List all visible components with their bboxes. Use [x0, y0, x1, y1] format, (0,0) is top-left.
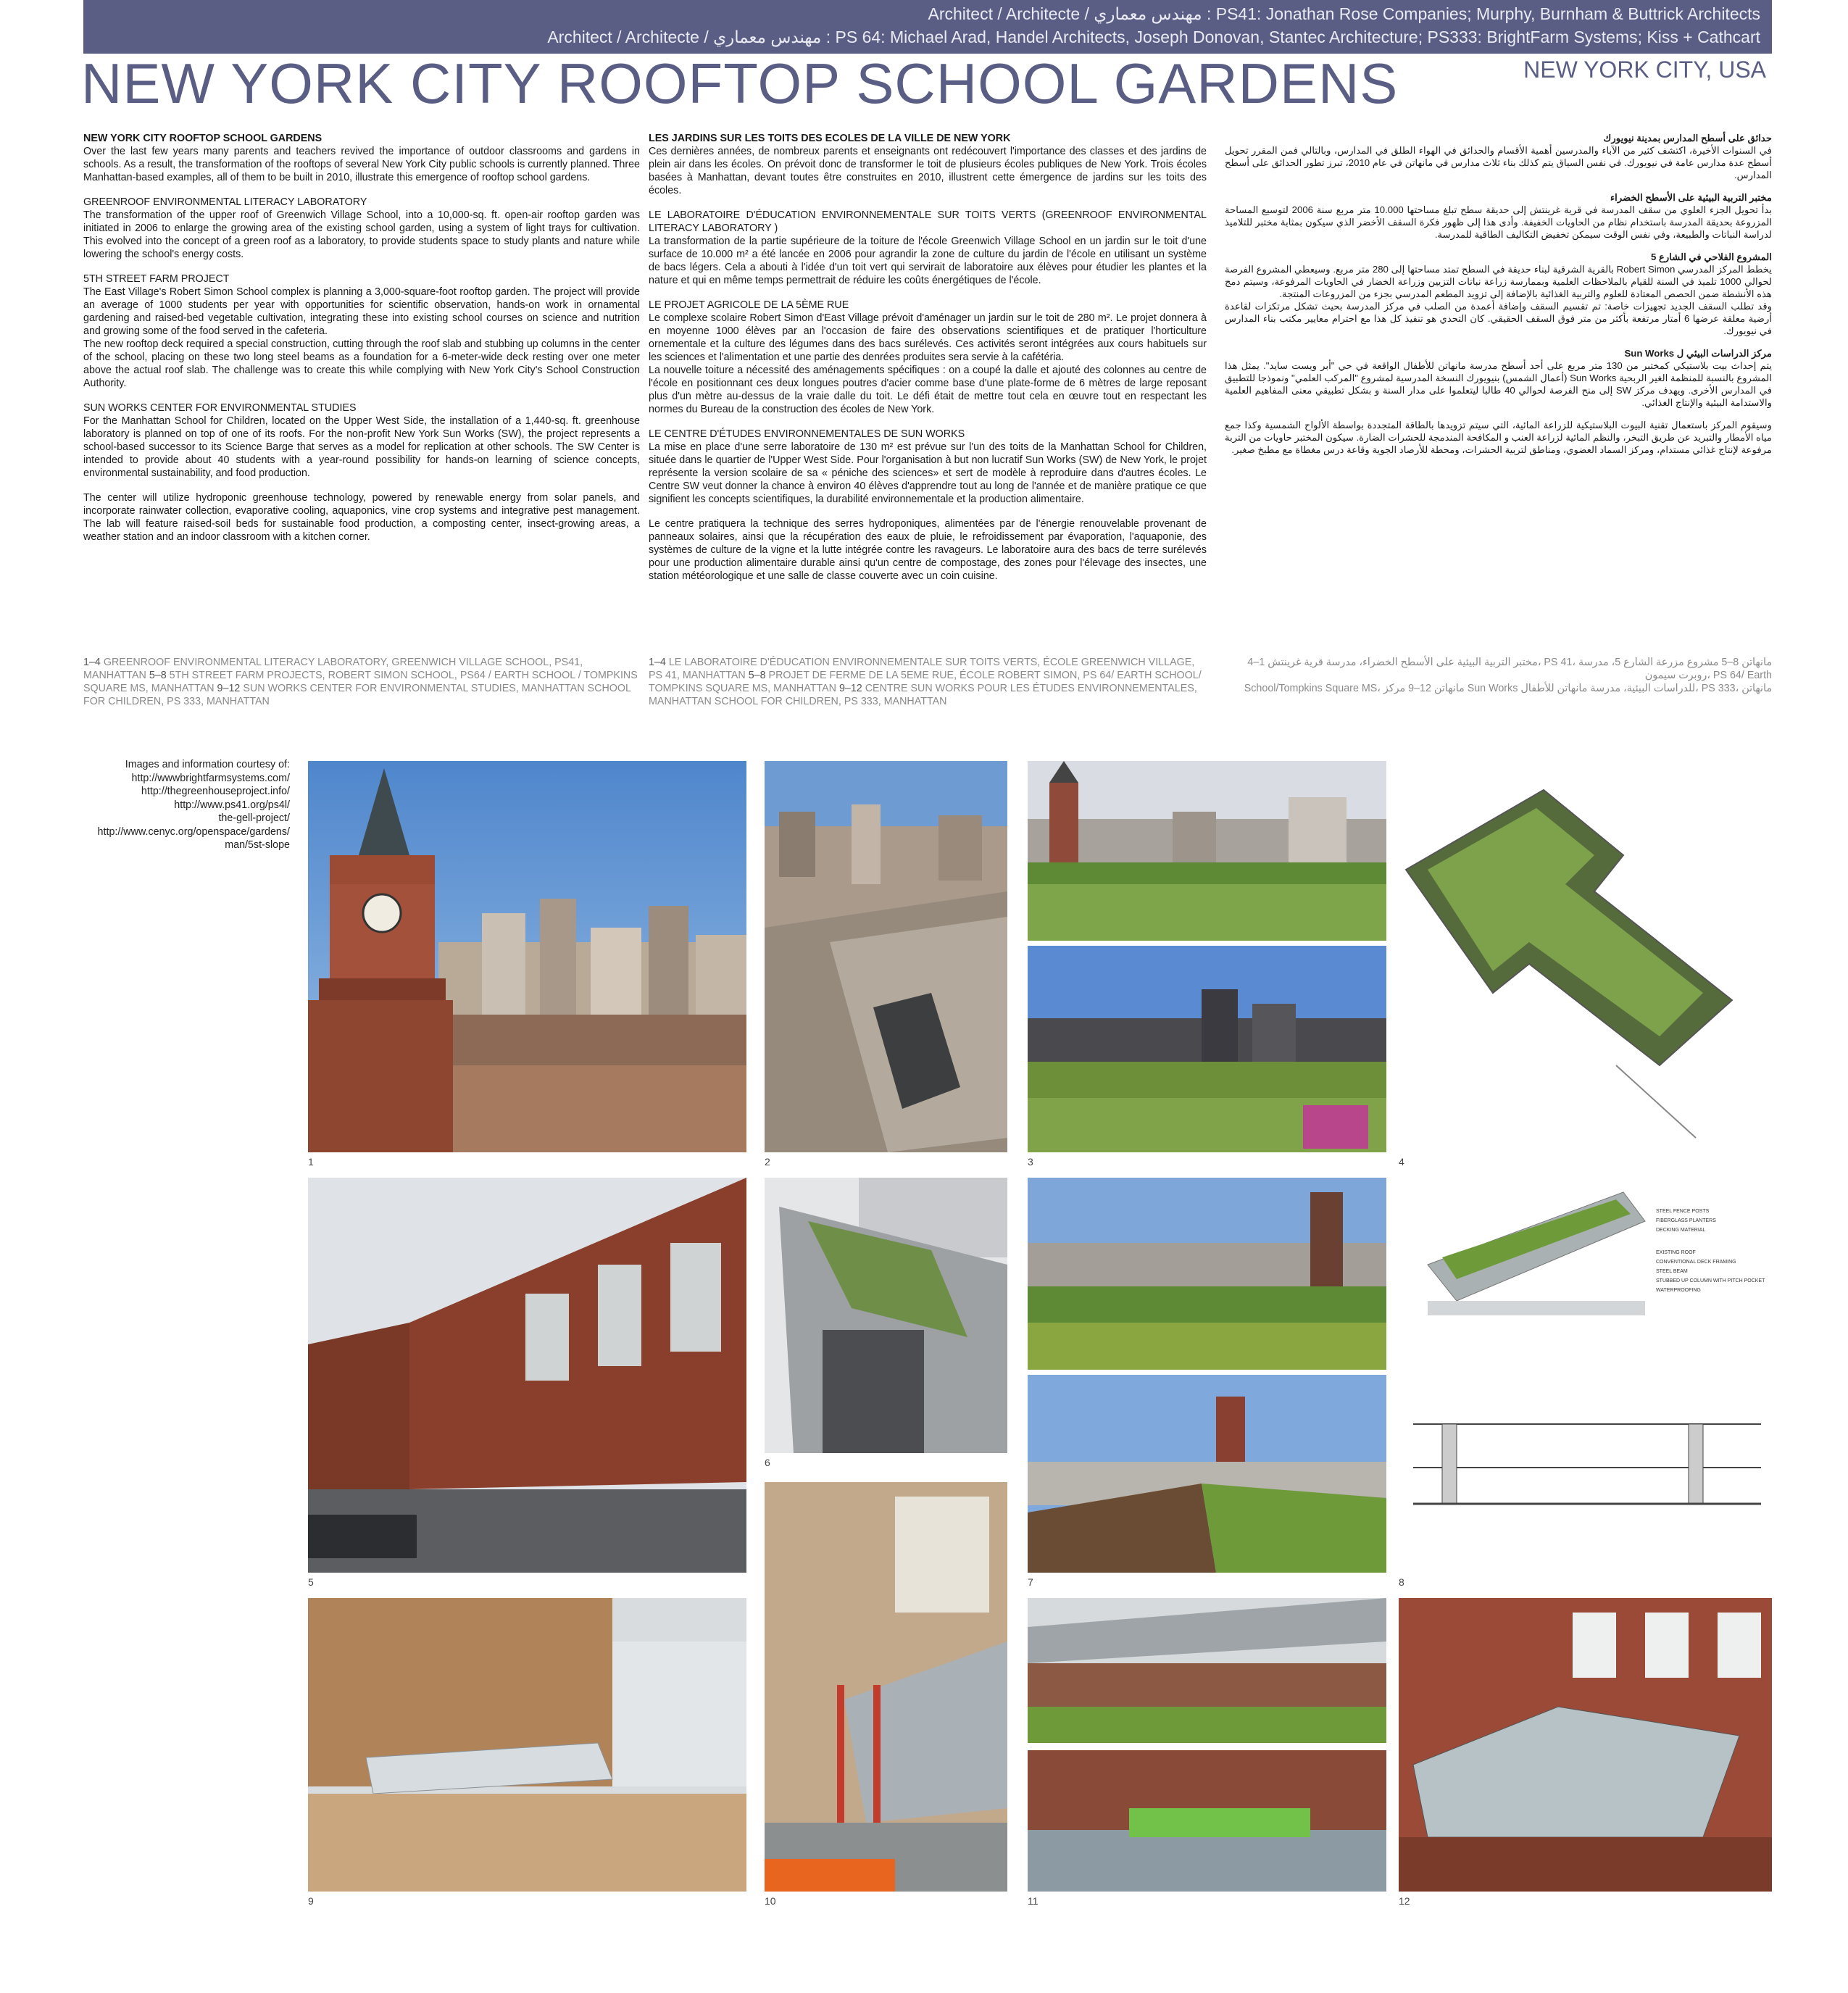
caption-num: 1–4: [83, 657, 101, 668]
legend-label: STEEL FENCE POSTS: [1656, 1209, 1710, 1214]
arabic-section-3: [1225, 347, 1772, 409]
legend-label: DECKING MATERIAL: [1656, 1228, 1706, 1233]
render-12-greenhouse-building: [1399, 1598, 1772, 1892]
caption-text: CENTRE SUN WORKS POUR LES ÉTUDES ENVIRONNEMENTALES, MANHATTAN SCHOOL FOR CHILDREN, PS 333, MANHATTAN: [649, 683, 1197, 707]
english-s1-text: The transformation of the upper roof of Greenwich Village School, into a 10,000-sq. ft. open-air rooftop garden was initiated in 2006 to enlarge the growing area of the existing school garden, using a system of light trays for cultivation. This evolved into the concept of a green roof as a laboratory, to provide students space to study plants and nature while lowering the school's energy costs.: [83, 209, 640, 260]
render-11b-classroom: [1028, 1750, 1386, 1892]
credit-link: man/5st-slope: [225, 839, 290, 851]
caption-text: PROJET DE FERME DE LA 5EME RUE, ÉCOLE ROBERT SIMON, PS 64/ EARTH SCHOOL/ TOMPKINS SQUARE MS, MANHATTAN: [649, 670, 1202, 694]
figure-label-1: 1: [308, 1156, 314, 1168]
arabic-s1-text: بدأ تحويل الجزء العلوي من سقف المدرسة في قرية غرينتش إلى حديقة سطح تبلغ مساحتها 10.000 متر مربع سنة 2006 لتوسيع المساحة المزروعة بحديقة المدرسة باستخدام نظام من الحاويات الخفيفة. وأدى هذا إلى ظهور فكرة السقف الأخضر الذي سيكون بمثابة مختبر للتلاميذ لدراسة النباتات والطبيعة، وفي نفس الوقت سيمكن تخفيض التكاليف الطاقية للمدرسة.: [1225, 204, 1773, 240]
photo-3b-garden: [1028, 946, 1386, 1152]
arabic-s2-text-1: يخطط المركز المدرسي Robert Simon بالقرية الشرقية لبناء حديقة في السطح تمتد مساحتها إلى 280 متر مربع. وسيعطي المشروع الفرصة لحوالي 1000 تلميذ في السنة للقيام بالملاحظات العلمية وبممارسة زراعة نباتات التزيين وزراعة الخضار في الحاويات المرفوعة، وسيتم دمج هذه الأنشطة ضمن الحصص المعتادة للعلوم والتربية الغذائية بالإضافة إلى تزويد المطعم المدرسي بجزء من المزروعات المنتجة.: [1225, 264, 1772, 299]
french-s2-text-1: Le complexe scolaire Robert Simon d'East Village prévoit d'aménager un jardin sur le toit de 280 m². Le projet donnera à en moyenne 1000 élèves par an l'occasion de faire des observations scientifiques et de pratiquer l'horticulture ornementale et la culture des légumes dans des bacs surélevés. Ces activités seront intégrées aux cours habituels sur les sciences et l'alimentation et une partie des denrées produites sera servie à la cafétéria.: [649, 312, 1207, 363]
french-figure-captions: [649, 656, 1207, 708]
figure-label-12: 12: [1399, 1895, 1410, 1907]
english-s3-text-1: For the Manhattan School for Children, located on the Upper West Side, the installation of a 1,440-sq. ft. greenhouse laboratory is planned on top of one of its roofs. For the non-profit New York Sun Works (SW), the project represents a school-based successor to its Science Barge that serves as a model for replication at other schools. The SW Center is intended to provide about 40 students with a year-round possibility for hands-on learning of science concepts, environmental sustainability, and food production.: [83, 415, 640, 479]
legend-label: FIBERGLASS PLANTERS: [1656, 1218, 1716, 1223]
photo-2-rooftop: [765, 761, 1007, 1152]
french-s2-heading: LE PROJET AGRICOLE DE LA 5ÈME RUE: [649, 299, 849, 311]
caption-num: 5–8: [748, 670, 766, 681]
arabic-s3-text-2: وسيقوم المركز باستعمال تقنية البيوت البلاستيكية للزراعة المائية، التي سيتم تزويدها بالطاقة المتجددة بواسطة الألواح الشمسية وكذا جمع مياه الأمطار والتبريد عن طريق التبخر، والنظم المائية لزراعة العنب و المكافحة المندمجة للحشرات الضارة. سيكون المختبر حاويات من التربة مرفوعة لإنتاج غذائي مستدام، ومركز السماد العضوي، ومناطق لتربية الحشرات، ومحطة للأرصاد الجوية وقاعة درس مغطاة مع مطبخ صغير.: [1225, 420, 1772, 455]
photo-10-workers: [765, 1482, 1007, 1892]
arabic-heading: حدائق على أسطح المدارس بمدينة نيويورك: [1603, 133, 1772, 143]
arabic-intro-text: في السنوات الأخيرة، اكتشف كثير من الآباء والمدرسين أهمية الأقسام والحدائق في الهواء الطلق في المدارس، وبالتالي فمن المقرر تحويل أسطح عدة مدارس عامة في نيويورك. في نفس السياق يتم كذلك بناء ثلاث مدارس في مانهاتن في عام 2010، تبرز تطور الحدائق على أسطح المدارس.: [1225, 145, 1772, 180]
english-s3-text-2: The center will utilize hydroponic greenhouse technology, powered by renewable energy from solar panels, and incorporate rainwater collection, evaporative cooling, aquaponics, vine crop systems and integrative pest management. The lab will feature raised-soil beds for sustainable food production, a composting center, insect-growing areas, a weather station and an indoor classroom with a kitchen corner.: [83, 492, 640, 543]
arabic-s1-heading: مختبر التربية البيئية على الأسطح الخضراء: [1610, 192, 1772, 203]
arabic-section-2: [1225, 251, 1772, 337]
figure-label-10: 10: [765, 1895, 776, 1907]
arabic-section-1: [1225, 191, 1772, 241]
render-11a-greenhouse-interior: [1028, 1598, 1386, 1743]
caption-text: 5TH STREET FARM PROJECTS, ROBERT SIMON SCHOOL, PS64 / EARTH SCHOOL / TOMPKINS SQUARE MS, MANHATTAN: [83, 670, 638, 694]
arabic-column: [1225, 132, 1772, 466]
drawing-8-legend: [1656, 1207, 1772, 1295]
photo-7a-vegetable-garden: [1028, 1178, 1386, 1370]
page-title: NEW YORK CITY ROOFTOP SCHOOL GARDENS: [81, 51, 1399, 115]
figure-label-4: 4: [1399, 1156, 1404, 1168]
caption-num: 5–8: [149, 670, 167, 681]
legend-label: STEEL BEAM: [1656, 1269, 1688, 1274]
architects-line-2: Architect / Architecte / مهندس معماري : PS 64: Michael Arad, Handel Architects, Joseph Donovan, Stantec Architecture; PS333: BrightFarm Systems; Kiss + Cathcart: [547, 28, 1760, 46]
legend-label: CONVENTIONAL DECK FRAMING: [1656, 1260, 1736, 1265]
figure-label-7: 7: [1028, 1576, 1033, 1588]
english-s3-heading: SUN WORKS CENTER FOR ENVIRONMENTAL STUDIES: [83, 402, 357, 414]
french-s3-heading: LE CENTRE D'ÉTUDES ENVIRONNEMENTALES DE SUN WORKS: [649, 428, 965, 440]
arabic-s2-text-2: وقد تطلب السقف الجديد تجهيزات خاصة: تم تقسيم السقف وإضافة أعمدة من الصلب في مركز المدرسة بحيث تشكل مرتكزات لقاعدة أرضية معلقة عرضها 6 أمتار مرتفعة بأكثر من متر فوق السقف الحقيقي. كان التحدي هو تنفيذ كل هذا مع احترام معايير مكتب بناء المدارس في نيويورك.: [1225, 301, 1772, 336]
figure-label-5: 5: [308, 1576, 314, 1588]
caption-num: 9–12: [838, 683, 862, 694]
photo-1-clock-tower: [308, 761, 746, 1152]
arabic-figure-captions: [1218, 656, 1772, 695]
arabic-caption-line-1: 4–1 مختبر التربية البيئية على الأسطح الخضراء، مدرسة قرية غرينتش، PS 41، مانهاتن 8–5 مشروع مزرعة الشارع 5، مدرسة روبرت سيمون، PS 64/ Earth: [1247, 657, 1772, 681]
french-section-2: [649, 299, 1207, 416]
arabic-s3-heading: مركز الدراسات البيئي ل Sun Works: [1624, 348, 1772, 359]
figure-label-11: 11: [1028, 1895, 1039, 1907]
french-s3-text-1: La mise en place d'une serre laboratoire de 130 m² est prévue sur l'un des toits de la Manhattan School for Children, située dans le quartier de l'Upper West Side. Pour l'organisation à but non lucratif Sun Works (SW) de New York, le projet représente la version scolaire de sa « péniche des sciences» et sert de modèle à reproduire dans d'autres écoles. Le Centre SW veut donner la chance à environ 40 élèves d'apprendre tout au long de l'année et de manière pratique ce que signifient les concepts scientifiques, la durabilité environnementale et la production alimentaire.: [649, 441, 1207, 505]
photo-3a-garden: [1028, 761, 1386, 941]
credit-link: the-gell-project/: [218, 812, 290, 824]
arabic-s3-text-1: يتم إحداث بيت بلاستيكي كمختبر من 130 متر مربع على أحد أسطح مدرسة مانهاتن للأطفال الواقعة في حي "أبر ويست سايد". يمثل هذا المشروع بالنسبة للمنظمة الغير الربحية Sun Works (أعمال الشمس) بنيويورك النسخة المدرسية لمشروع "المركب العلمي" ونموذجا للتطبيق في المدارس الأخرى. ويهدف مركز SW إلى منح الفرصة لحوالي 40 طالبا ليتعلموا على مدار السنة و بشكل تطبيقي معنى المفاهيم العلمية والاستدامة البيئية والإنتاج الغذائي.: [1225, 360, 1773, 408]
french-section-1: [649, 209, 1207, 287]
location-label: NEW YORK CITY, USA: [1523, 57, 1766, 83]
english-section-3b: [83, 491, 640, 544]
english-intro: [83, 132, 640, 184]
french-s1-text: La transformation de la partie supérieure de la toiture de l'école Greenwich Village School en un jardin sur le toit d'une surface de 10.000 m² a été lancée en 2006 pour agrandir la zone de culture du jardin de l'école en utilisant un système de bacs légers. Cela a abouti à l'idée d'un toit vert qui servirait de laboratoire aux élèves pour étudier les plantes et la nature et qui en même temps permettrait de réduire les coûts énergétiques de l'école.: [649, 236, 1207, 286]
english-s2-text-2: The new rooftop deck required a special construction, cutting through the roof slab and stubbing up columns in the center of the school, placing on these two long steel beams as a foundation for a 6-meter-wide deck resting over one meter above the actual roof slab. The challenge was to create this while complying with New York City's School Construction Authority.: [83, 338, 640, 389]
english-s1-heading: GREENROOF ENVIRONMENTAL LITERACY LABORATORY: [83, 196, 367, 208]
credits-label: Images and information courtesy of:: [125, 759, 290, 770]
image-credits: [94, 758, 290, 852]
french-column: [649, 132, 1207, 594]
arabic-intro: [1225, 132, 1772, 181]
caption-text: SUN WORKS CENTER FOR ENVIRONMENTAL STUDIES, MANHATTAN SCHOOL FOR CHILDREN, PS 333, MANHATTAN: [83, 683, 631, 707]
photo-7b-raised-beds: [1028, 1375, 1386, 1573]
caption-num: 1–4: [649, 657, 666, 668]
french-section-3: [649, 428, 1207, 506]
credit-link: http://thegreenhouseproject.info/: [141, 786, 290, 797]
figure-label-8: 8: [1399, 1576, 1404, 1588]
photo-9-greenhouse-roof: [308, 1598, 746, 1892]
architects-line-1: Architect / Architecte / مهندس معماري : PS41: Jonathan Rose Companies; Murphy, Burnham & Buttrick Architects: [928, 4, 1760, 23]
render-6-rooftop-deck: [765, 1178, 1007, 1453]
caption-text: LE LABORATOIRE D'ÉDUCATION ENVIRONNEMENTALE SUR TOITS VERTS, ÉCOLE GREENWICH VILLAGE, PS 41, MANHATTAN: [649, 657, 1195, 681]
english-column: [83, 132, 640, 555]
credit-link: http://www.ps41.org/ps4l/: [174, 799, 290, 811]
english-heading: NEW YORK CITY ROOFTOP SCHOOL GARDENS: [83, 133, 322, 144]
legend-label: STUBBED UP COLUMN WITH PITCH POCKET WATERPROOFING: [1656, 1278, 1765, 1293]
english-intro-text: Over the last few years many parents and teachers revived the importance of outdoor classrooms and gardens in schools. As a result, the transformation of the rooftops of several New York City public schools is currently planned. Three Manhattan-based examples, all of them to be built in 2010, illustrate this emergence of rooftop school gardens.: [83, 146, 640, 183]
caption-text: GREENROOF ENVIRONMENTAL LITERACY LABORATORY, GREENWICH VILLAGE SCHOOL, PS41, MANHATTAN: [83, 657, 583, 681]
figure-label-9: 9: [308, 1895, 314, 1907]
credit-link: http://wwwbrightfarmsystems.com/: [131, 772, 290, 784]
arabic-section-3b: [1225, 419, 1772, 456]
arabic-s2-heading: المشروع الفلاحي في الشارع 5: [1651, 251, 1772, 262]
english-section-2: [83, 272, 640, 390]
french-heading: LES JARDINS SUR LES TOITS DES ECOLES DE LA VILLE DE NEW YORK: [649, 133, 1011, 144]
french-section-3b: [649, 517, 1207, 583]
english-section-1: [83, 196, 640, 261]
french-intro: [649, 132, 1207, 197]
figure-label-2: 2: [765, 1156, 770, 1168]
drawing-8-deck-detail: [1399, 1178, 1772, 1573]
french-s3-text-2: Le centre pratiquera la technique des serres hydroponiques, alimentées par de l'énergie renouvelable provenant de panneaux solaires, ainsi que la récupération des eaux de pluie, le refroidissement par évaporation, l'aquaponie, des systèmes de culture de la vigne et la lutte intégrée contre les ravageurs. Le laboratoire aura des bacs de terre surélevés pour une production alimentaire durable ainsi qu'un centre de compostage, des zones pour l'élevage des insectes, une station météorologique et une salle de classe couverte avec un coin cuisine.: [649, 518, 1207, 582]
credit-link: http://www.cenyc.org/openspace/gardens/: [97, 825, 290, 838]
figure-label-6: 6: [765, 1457, 770, 1468]
photo-5-school-building: [308, 1178, 746, 1573]
english-section-3: [83, 401, 640, 480]
header-band: [83, 0, 1772, 54]
drawing-4-roof-plan: [1399, 761, 1772, 1152]
english-s2-heading: 5TH STREET FARM PROJECT: [83, 273, 230, 285]
figure-label-3: 3: [1028, 1156, 1033, 1168]
caption-num: 9–12: [217, 683, 241, 694]
english-figure-captions: [83, 656, 641, 708]
french-s2-text-2: La nouvelle toiture a nécessité des aménagements spécifiques : on a coupé la dalle et ajouté des colonnes au centre de l'école en positionnant ces deux longues poutres d'acier comme base d'une plate-forme de 6 mètres de large reposant plus d'un mètre au-dessus de la vraie dalle du toit. Le défi était de mettre tout cela en œuvre tout en respectant les normes du Bureau de la construction des écoles de New York.: [649, 365, 1207, 415]
french-intro-text: Ces dernières années, de nombreux parents et enseignants ont redécouvert l'importance des classes et des jardins de plein air dans les écoles. On prévoit donc de transformer le toit de plusieurs écoles publiques de New York. Trois écoles basées à Manhattan, devant toutes être construites en 2010, illustrent cette émergence de jardins sur les toits des écoles.: [649, 146, 1207, 196]
english-s2-text-1: The East Village's Robert Simon School complex is planning a 3,000-square-foot rooftop garden. The project will provide an average of 1000 students per year with opportunities for scientific observation, hands-on work in ornamental gardening and raised-bed vegetable cultivation, integrating these into existing school courses on science and nutrition and growing some of the food served in the cafeteria.: [83, 286, 640, 337]
french-s1-heading: LE LABORATOIRE D'ÉDUCATION ENVIRONNEMENTALE SUR TOITS VERTS (GREENROOF ENVIRONMENTAL LITERACY LABORATORY ): [649, 209, 1207, 234]
arabic-caption-line-2: School/Tompkins Square MS، مانهاتن 12–9 مركز Sun Works للدراسات البيئية، مدرسة مانهاتن للأطفال، PS 333، مانهاتن: [1244, 683, 1772, 694]
legend-label: EXISTING ROOF: [1656, 1250, 1696, 1255]
